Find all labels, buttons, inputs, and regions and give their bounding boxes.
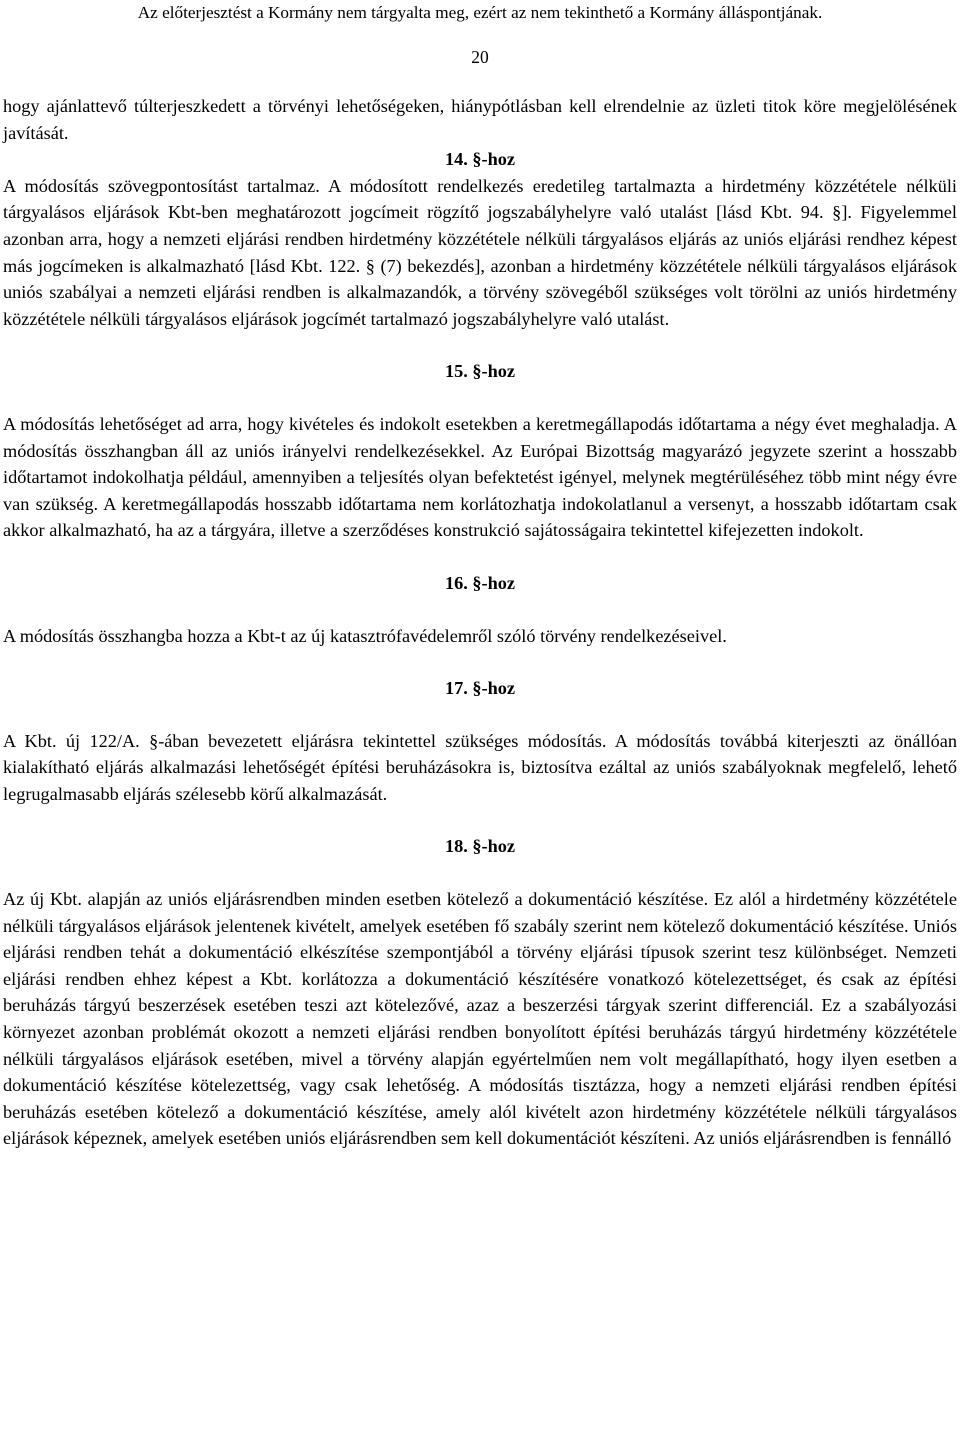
section-title-14: 14. §-hoz [444,149,516,170]
section-text-17: A Kbt. új 122/A. §-ában bevezetett eljárásra tekintettel szükséges módosítás. A módosítás továbbá kiterjeszti az önállóan kialakítható eljárás alkalmazási lehetőségét építési beruházásokra is, biztosítva ezáltal az uniós szabályoknak megfelelő, lehető legrugalmasabb eljárás szélesebb körű alkalmazását. [3,730,957,804]
section-title-15: 15. §-hoz [444,361,516,382]
section-title-16: 16. §-hoz [444,572,516,593]
page-number: 20 [471,47,489,67]
section-text-14: A módosítás szövegpontosítást tartalmaz. A módosított rendelkezés eredetileg tartalmazta a hirdetmény közzététele nélküli tárgyalásos eljárások Kbt-ben meghatározott jogcímeit rögzítő jogszabályhelyre való utalást [lásd Kbt. 94. §]. Figyelemmel azonban arra, hogy a nemzeti eljárási rendben hirdetmény közzététele nélküli tárgyalásos eljárás az uniós eljárási rendhez képest más jogcímeken is alkalmazható [lásd Kbt. 122. § (7) bekezdés], azonban a hirdetmény közzététele nélküli tárgyalásos eljárások uniós szabályai a nemzeti eljárási rendben is alkalmazandók, a törvény szövegéből szükséges volt törölni az uniós hirdetmény közzététele nélküli tárgyalásos eljárások jogcímét tartalmazó jogszabályhelyre való utalást. [3,175,957,329]
section-text-18: Az új Kbt. alapján az uniós eljárásrendben minden esetben kötelező a dokumentáció készítése. Ez alól a hirdetmény közzététele nélküli tárgyalásos eljárások jelentenek kivételt, amelyek esetében fő szabály szerint nem kötelező dokumentáció készítése. Uniós eljárási rendben tehát a dokumentáció elkészítése szempontjából a törvény eljárási típusok szerint tesz különbséget. Nemzeti eljárási rendben ehhez képest a Kbt. korlátozza a dokumentáció készítésére vonatkozó kötelezettséget, és csak az építési beruházás tárgyú beszerzések esetében teszi azt kötelezővé, azaz a beszerzési tárgyak szerint differenciál. Ez a szabályozási környezet azonban problémát okozott a nemzeti eljárási rendben bonyolított építési beruházás tárgyú hirdetmény közzététele nélküli tárgyalásos eljárások esetében, mivel a törvény alapján egyértelműen nem volt megállapítható, hogy ilyen esetben a dokumentáció készítése kötelezettség, vagy csak lehetőség. A módosítás tisztázza, hogy a nemzeti eljárási rendben építési beruházás esetében kötelező a dokumentáció készítése, amely alól kivételt azon hirdetmény közzététele nélküli tárgyalásos eljárások képeznek, amelyek esetében uniós eljárásrendben sem kell dokumentációt készíteni. Az uniós eljárásrendben is fennálló [3,889,957,1149]
draft-notice-header: Az előterjesztést a Kormány nem tárgyalta meg, ezért az nem tekinthető a Kormány álláspontjának. [137,3,823,22]
section-title-17: 17. §-hoz [444,678,516,699]
section-text-15: A módosítás lehetőséget ad arra, hogy kivételes és indokolt esetekben a keretmegállapodás időtartama a négy évet meghaladja. A módosítás összhangban áll az uniós irányelvi rendelkezésekkel. Az Európai Bizottság magyarázó jegyzete szerint a hosszabb időtartamot indokolhatja például, amennyiben a teljesítés olyan befektetést igényel, melynek megtérüléséhez több mint négy évre van szükség. A keretmegállapodás hosszabb időtartama nem korlátozhatja indokolatlanul a versenyt, a hosszabb időtartam csak akkor alkalmazható, ha az a tárgyára, illetve a szerződéses konstrukció sajátosságaira tekintettel kifejezetten indokolt. [3,413,957,541]
section-text-16: A módosítás összhangba hozza a Kbt-t az új katasztrófavédelemről szóló törvény rendelkezéseivel. [3,625,727,646]
section-title-18: 18. §-hoz [444,836,516,857]
document-body [3,93,957,1152]
intro-paragraph: hogy ajánlattevő túlterjeszkedett a törvényi lehetőségeken, hiánypótlásban kell elrendelnie az üzleti titok köre megjelölésének javítását. [3,96,957,143]
